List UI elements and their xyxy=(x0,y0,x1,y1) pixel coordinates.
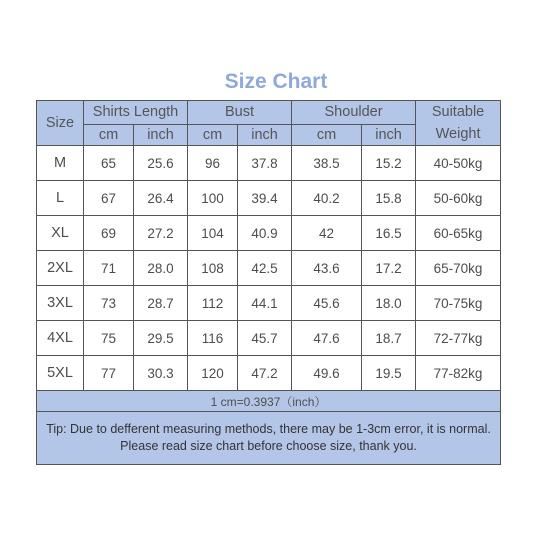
length-cm-cell: 67 xyxy=(84,181,134,216)
size-cell: M xyxy=(37,146,84,181)
shoulder-inch-cell: 15.8 xyxy=(362,181,416,216)
header-cm: cm xyxy=(84,124,134,145)
bust-inch-cell: 40.9 xyxy=(238,216,292,251)
shoulder-cm-cell: 40.2 xyxy=(292,181,362,216)
bust-inch-cell: 47.2 xyxy=(238,356,292,391)
table-row xyxy=(37,251,501,286)
weight-cell: 77-82kg xyxy=(416,356,501,391)
bust-inch-cell: 45.7 xyxy=(238,321,292,356)
header-size: Size xyxy=(37,101,84,146)
length-inch-cell: 25.6 xyxy=(134,146,188,181)
shoulder-cm-cell: 47.6 xyxy=(292,321,362,356)
bust-inch-cell: 37.8 xyxy=(238,146,292,181)
weight-cell: 72-77kg xyxy=(416,321,501,356)
table-row xyxy=(37,356,501,391)
conversion-note: 1 cm=0.3937（inch） xyxy=(37,391,501,412)
header-inch: inch xyxy=(238,124,292,145)
table-row xyxy=(37,286,501,321)
page-title: Size Chart xyxy=(224,70,328,93)
size-cell: L xyxy=(37,181,84,216)
header-bust: Bust xyxy=(188,101,292,125)
bust-inch-cell: 39.4 xyxy=(238,181,292,216)
tip-line-1: Tip: Due to defferent measuring methods, there may be 1-3cm error, it is normal. xyxy=(46,422,491,436)
shoulder-inch-cell: 15.2 xyxy=(362,146,416,181)
weight-cell: 70-75kg xyxy=(416,286,501,321)
bust-cm-cell: 116 xyxy=(188,321,238,356)
weight-cell: 50-60kg xyxy=(416,181,501,216)
bust-cm-cell: 104 xyxy=(188,216,238,251)
shoulder-cm-cell: 45.6 xyxy=(292,286,362,321)
length-inch-cell: 28.0 xyxy=(134,251,188,286)
length-cm-cell: 75 xyxy=(84,321,134,356)
header-inch: inch xyxy=(134,124,188,145)
length-cm-cell: 73 xyxy=(84,286,134,321)
shoulder-inch-cell: 19.5 xyxy=(362,356,416,391)
length-inch-cell: 26.4 xyxy=(134,181,188,216)
shoulder-inch-cell: 17.2 xyxy=(362,251,416,286)
length-inch-cell: 28.7 xyxy=(134,286,188,321)
bust-inch-cell: 44.1 xyxy=(238,286,292,321)
shoulder-cm-cell: 42 xyxy=(292,216,362,251)
header-cm: cm xyxy=(188,124,238,145)
length-cm-cell: 65 xyxy=(84,146,134,181)
shoulder-inch-cell: 18.7 xyxy=(362,321,416,356)
tip-note xyxy=(37,412,501,465)
table-row xyxy=(37,146,501,181)
header-cm: cm xyxy=(292,124,362,145)
bust-cm-cell: 112 xyxy=(188,286,238,321)
size-cell: 2XL xyxy=(37,251,84,286)
shoulder-inch-cell: 16.5 xyxy=(362,216,416,251)
length-inch-cell: 30.3 xyxy=(134,356,188,391)
header-suitable-weight: Suitable Weight xyxy=(416,101,501,146)
shoulder-cm-cell: 38.5 xyxy=(292,146,362,181)
length-cm-cell: 77 xyxy=(84,356,134,391)
length-inch-cell: 29.5 xyxy=(134,321,188,356)
table-row xyxy=(37,321,501,356)
weight-cell: 65-70kg xyxy=(416,251,501,286)
shoulder-inch-cell: 18.0 xyxy=(362,286,416,321)
table-row xyxy=(37,216,501,251)
size-chart-table xyxy=(36,100,501,465)
header-shirts-length: Shirts Length xyxy=(84,101,188,125)
table-row xyxy=(37,181,501,216)
size-cell: 3XL xyxy=(37,286,84,321)
bust-cm-cell: 108 xyxy=(188,251,238,286)
bust-cm-cell: 96 xyxy=(188,146,238,181)
length-cm-cell: 71 xyxy=(84,251,134,286)
length-cm-cell: 69 xyxy=(84,216,134,251)
bust-inch-cell: 42.5 xyxy=(238,251,292,286)
tip-line-2: Please read size chart before choose size, thank you. xyxy=(120,439,417,453)
weight-cell: 60-65kg xyxy=(416,216,501,251)
bust-cm-cell: 100 xyxy=(188,181,238,216)
weight-cell: 40-50kg xyxy=(416,146,501,181)
header-shoulder: Shoulder xyxy=(292,101,416,125)
bust-cm-cell: 120 xyxy=(188,356,238,391)
header-inch: inch xyxy=(362,124,416,145)
size-cell: XL xyxy=(37,216,84,251)
size-cell: 5XL xyxy=(37,356,84,391)
shoulder-cm-cell: 49.6 xyxy=(292,356,362,391)
shoulder-cm-cell: 43.6 xyxy=(292,251,362,286)
length-inch-cell: 27.2 xyxy=(134,216,188,251)
size-cell: 4XL xyxy=(37,321,84,356)
